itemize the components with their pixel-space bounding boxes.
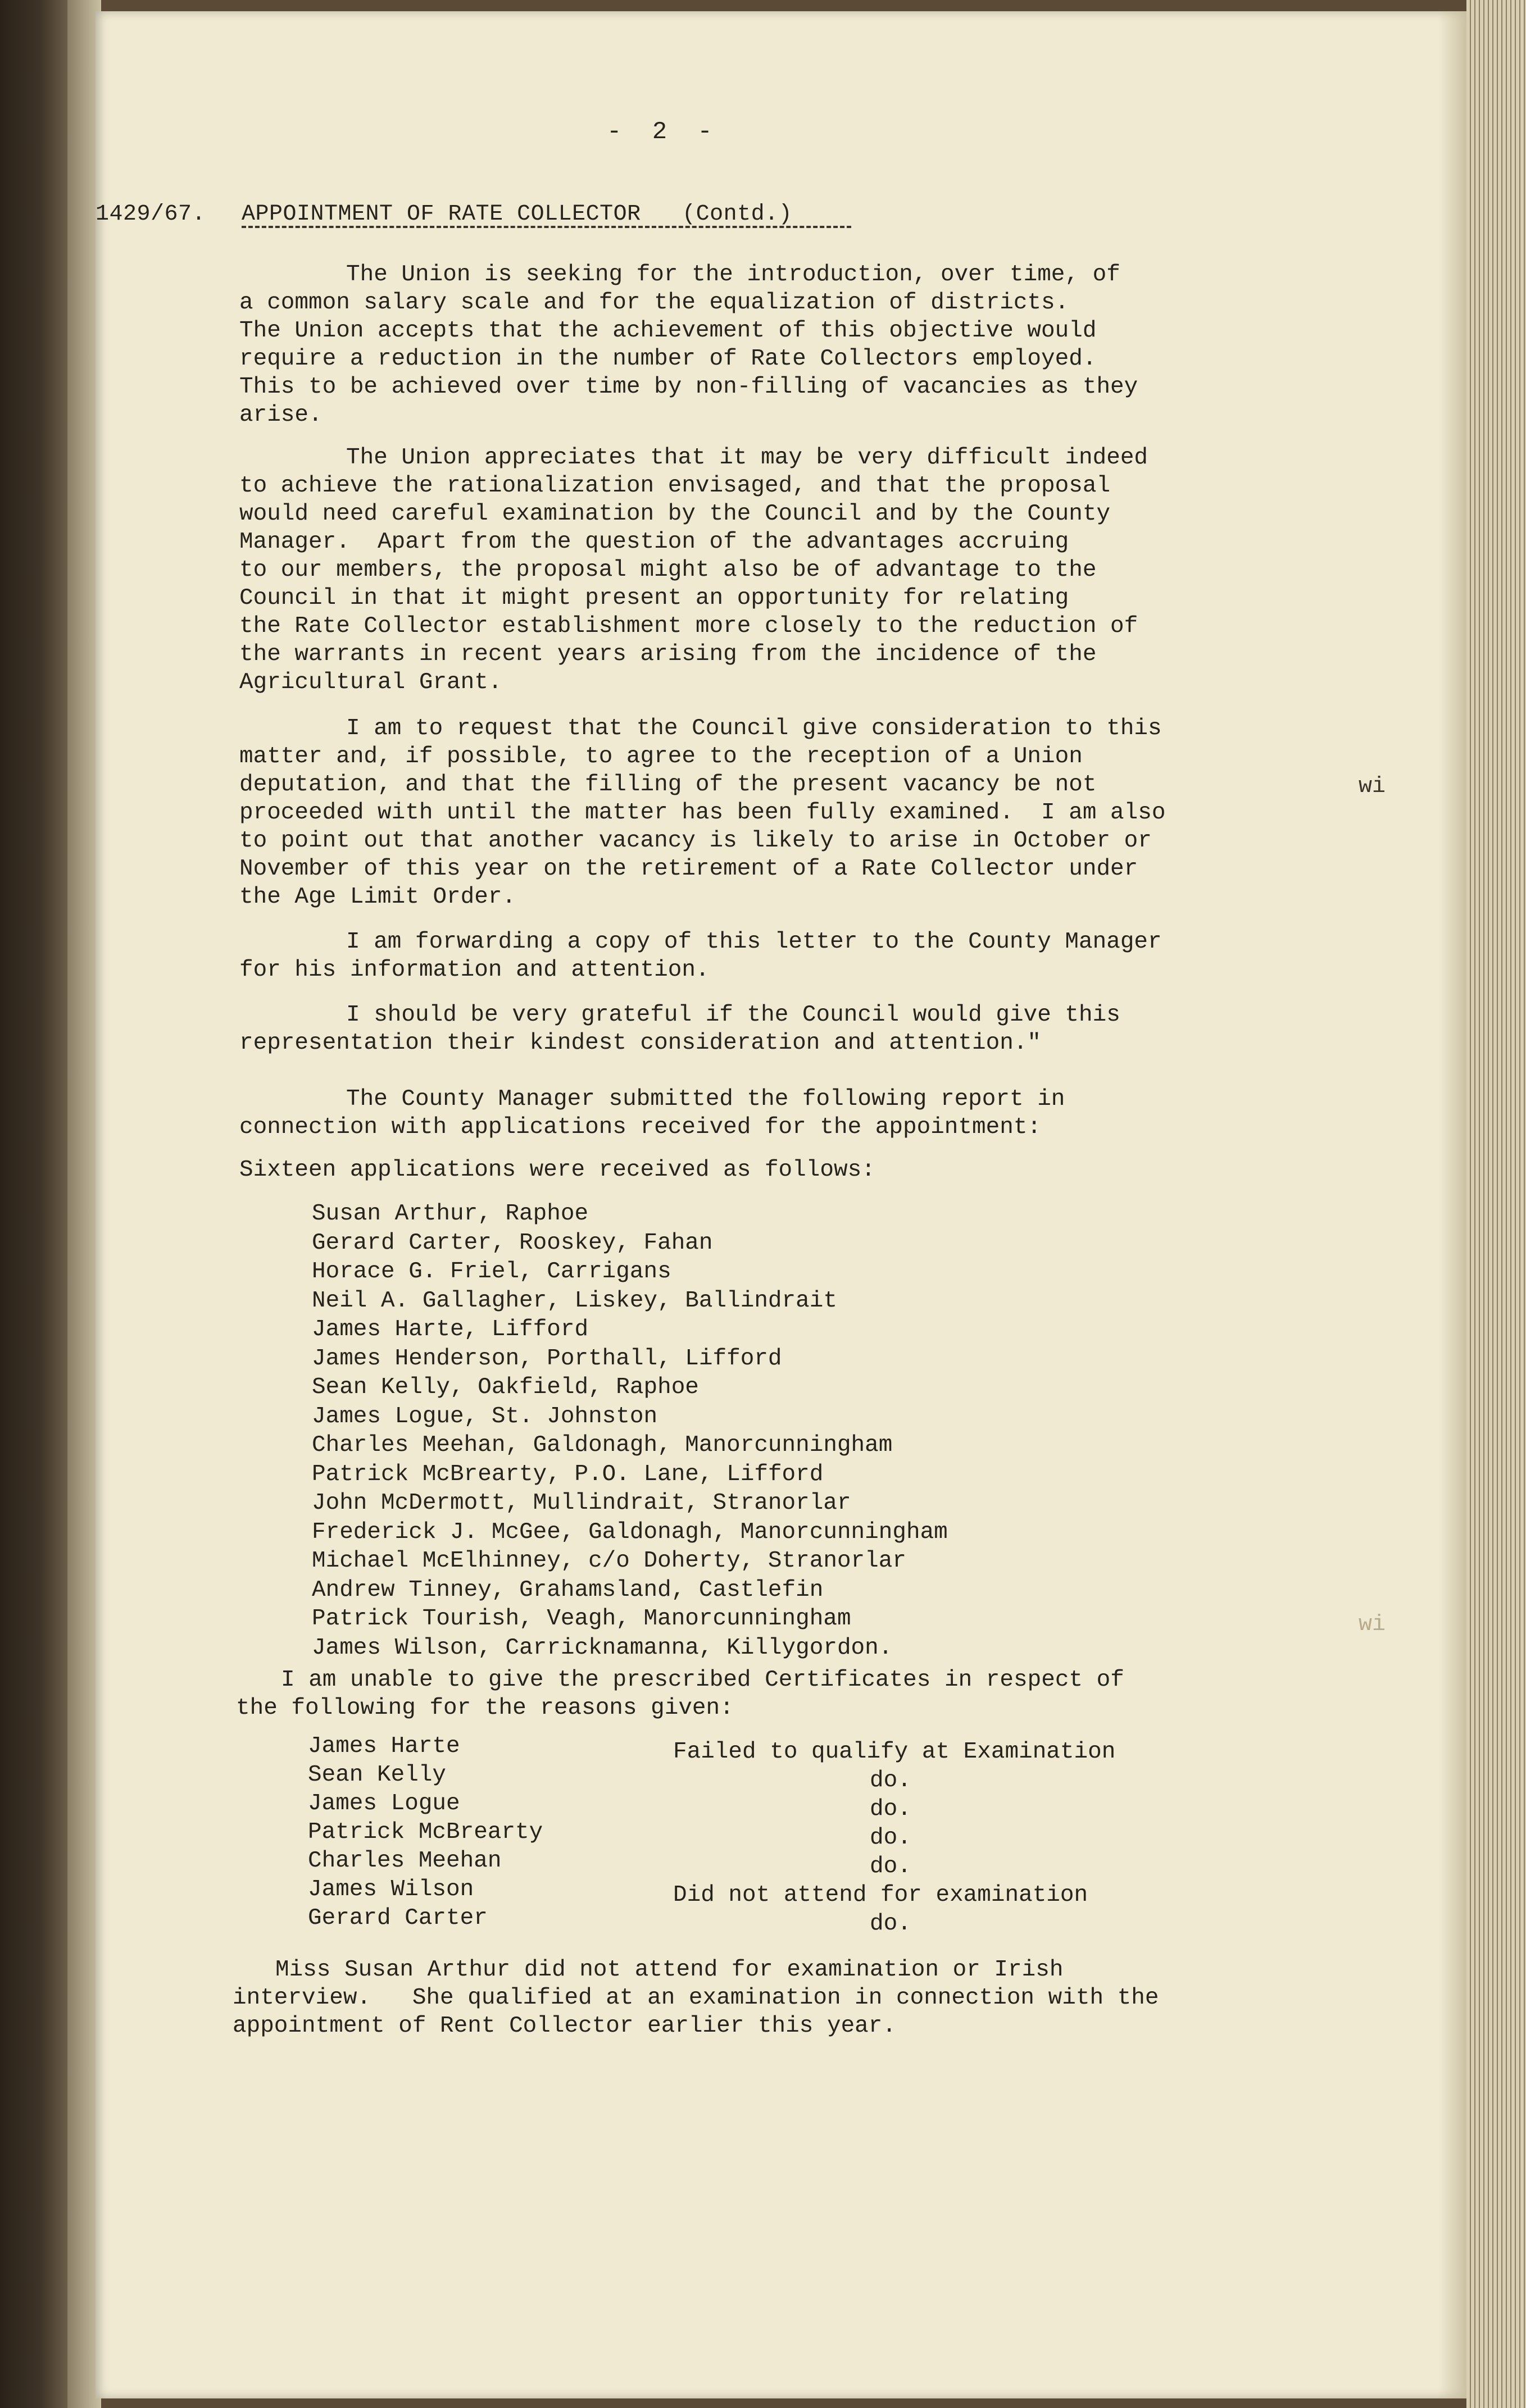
- paragraph-line: to point out that another vacancy is likely to arise in October or: [239, 828, 1152, 854]
- paragraph-line: the Age Limit Order.: [239, 884, 516, 910]
- book-binding: [0, 0, 67, 2408]
- paragraph-line: a common salary scale and for the equalization of districts.: [239, 290, 1069, 316]
- list-item: James Wilson, Carricknamanna, Killygordon.: [312, 1635, 893, 1661]
- cert-name: James Harte: [308, 1733, 460, 1759]
- paragraph-line: The Union is seeking for the introduction, over time, of: [346, 262, 1120, 288]
- paragraph-line: interview. She qualified at an examination in connection with the: [233, 1985, 1159, 2011]
- margin-note: wi: [1359, 1612, 1386, 1637]
- cert-name: Sean Kelly: [308, 1762, 447, 1788]
- list-item: Patrick Tourish, Veagh, Manorcunningham: [312, 1606, 851, 1632]
- table-row: [308, 1762, 1263, 1794]
- paragraph-line: to achieve the rationalization envisaged, and that the proposal: [239, 473, 1111, 499]
- cert-name: Patrick McBrearty: [308, 1819, 543, 1845]
- table-row: [308, 1791, 1263, 1822]
- paragraph-line: arise.: [239, 402, 323, 428]
- list-item: James Logue, St. Johnston: [312, 1403, 658, 1430]
- paragraph-line: the Rate Collector establishment more closely to the reduction of: [239, 613, 1138, 639]
- list-item: Frederick J. McGee, Galdonagh, Manorcunningham: [312, 1519, 948, 1545]
- paragraph-manager-report: [239, 1085, 1307, 1141]
- paragraph-line: representation their kindest consideration and attention.": [239, 1030, 1042, 1056]
- paragraph-line: I am unable to give the prescribed Certificates in respect of: [281, 1667, 1124, 1693]
- cert-name: James Wilson: [308, 1877, 474, 1902]
- table-row: [308, 1877, 1263, 1908]
- table-row: [308, 1905, 1263, 1937]
- paragraph-line: connection with applications received for the appointment:: [239, 1114, 1042, 1140]
- list-item: Horace G. Friel, Carrigans: [312, 1259, 671, 1285]
- list-item: Charles Meehan, Galdonagh, Manorcunningham: [312, 1432, 893, 1458]
- paragraph-line: The Union accepts that the achievement of this objective would: [239, 318, 1097, 344]
- certificates-intro: [236, 1666, 1304, 1722]
- cert-name: Charles Meehan: [308, 1848, 502, 1874]
- cert-name: Gerard Carter: [308, 1905, 488, 1931]
- applications-intro: [239, 1156, 1307, 1184]
- paragraph-line: The Union appreciates that it may be very difficult indeed: [346, 445, 1148, 471]
- cert-reason: do.: [870, 1796, 911, 1822]
- paragraph-line: proceeded with until the matter has been fully examined. I am also: [239, 800, 1166, 826]
- paragraph-line: would need careful examination by the Council and by the County: [239, 501, 1111, 527]
- cert-reason: Did not attend for examination: [673, 1882, 1088, 1908]
- paragraph-line: Manager. Apart from the question of the advantages accruing: [239, 529, 1069, 555]
- paragraph-line: This to be achieved over time by non-filling of vacancies as they: [239, 374, 1138, 400]
- paragraph-line: Miss Susan Arthur did not attend for examination or Irish: [275, 1957, 1064, 1983]
- paragraph-grateful: [239, 1001, 1307, 1057]
- cert-reason: do.: [870, 1911, 911, 1937]
- paragraph-line: November of this year on the retirement of a Rate Collector under: [239, 856, 1138, 882]
- paragraph-line: I should be very grateful if the Council would give this: [346, 1002, 1120, 1028]
- heading-underline: [242, 226, 851, 228]
- table-row: [308, 1848, 1263, 1877]
- paragraph-forwarding: [239, 928, 1307, 984]
- paragraph-line: matter and, if possible, to agree to the reception of a Union: [239, 744, 1083, 770]
- paragraph-susan-arthur: [233, 1956, 1300, 2040]
- cert-reason: do.: [870, 1768, 911, 1794]
- minute-reference: 1429/67.: [96, 202, 206, 227]
- paragraph-line: require a reduction in the number of Rate Collectors employed.: [239, 346, 1097, 372]
- margin-note: wi: [1359, 774, 1386, 799]
- paragraph-line: the following for the reasons given:: [236, 1695, 734, 1721]
- list-item: John McDermott, Mullindrait, Stranorlar: [312, 1490, 851, 1516]
- page-edge-shadow: [1438, 11, 1466, 2398]
- table-row: [308, 1733, 1263, 1765]
- page-number: - 2 -: [607, 118, 713, 146]
- cert-name: James Logue: [308, 1791, 460, 1817]
- table-row: [308, 1819, 1263, 1851]
- list-item: Sean Kelly, Oakfield, Raphoe: [312, 1374, 699, 1400]
- paragraph-line: Council in that it might present an opportunity for relating: [239, 585, 1069, 611]
- paragraph-line: the warrants in recent years arising from the incidence of the: [239, 641, 1097, 667]
- paragraph-line: deputation, and that the filling of the present vacancy be not: [239, 772, 1097, 798]
- paragraph-line: Sixteen applications were received as follows:: [239, 1157, 875, 1183]
- list-item: Neil A. Gallagher, Liskey, Ballindrait: [312, 1287, 837, 1314]
- applicant-list: [312, 1200, 948, 1663]
- certificates-table: [308, 1733, 1263, 1937]
- stacked-page-edges: [1466, 0, 1526, 2408]
- paragraph-union-appreciates: [239, 444, 1307, 697]
- list-item: Andrew Tinney, Grahamsland, Castlefin: [312, 1577, 824, 1603]
- list-item: Patrick McBrearty, P.O. Lane, Lifford: [312, 1461, 824, 1487]
- list-item: Gerard Carter, Rooskey, Fahan: [312, 1230, 713, 1256]
- paragraph-line: appointment of Rent Collector earlier this year.: [233, 2013, 896, 2039]
- cert-reason: do.: [870, 1825, 911, 1851]
- paragraph-line: for his information and attention.: [239, 957, 710, 983]
- cert-reason: Failed to qualify at Examination: [673, 1739, 1116, 1765]
- paragraph-line: I am to request that the Council give consideration to this: [346, 716, 1162, 741]
- cert-reason: do.: [870, 1854, 911, 1879]
- paragraph-union-seeking: [239, 261, 1307, 429]
- list-item: Michael McElhinney, c/o Doherty, Stranorlar: [312, 1548, 906, 1574]
- section-heading: APPOINTMENT OF RATE COLLECTOR (Contd.): [242, 202, 793, 227]
- paragraph-line: I am forwarding a copy of this letter to the County Manager: [346, 929, 1162, 955]
- paragraph-line: The County Manager submitted the following report in: [346, 1086, 1065, 1112]
- paragraph-line: to our members, the proposal might also be of advantage to the: [239, 557, 1097, 583]
- paragraph-request: [239, 714, 1307, 911]
- list-item: Susan Arthur, Raphoe: [312, 1201, 589, 1227]
- list-item: James Henderson, Porthall, Lifford: [312, 1345, 782, 1372]
- paragraph-line: Agricultural Grant.: [239, 670, 502, 695]
- list-item: James Harte, Lifford: [312, 1317, 589, 1342]
